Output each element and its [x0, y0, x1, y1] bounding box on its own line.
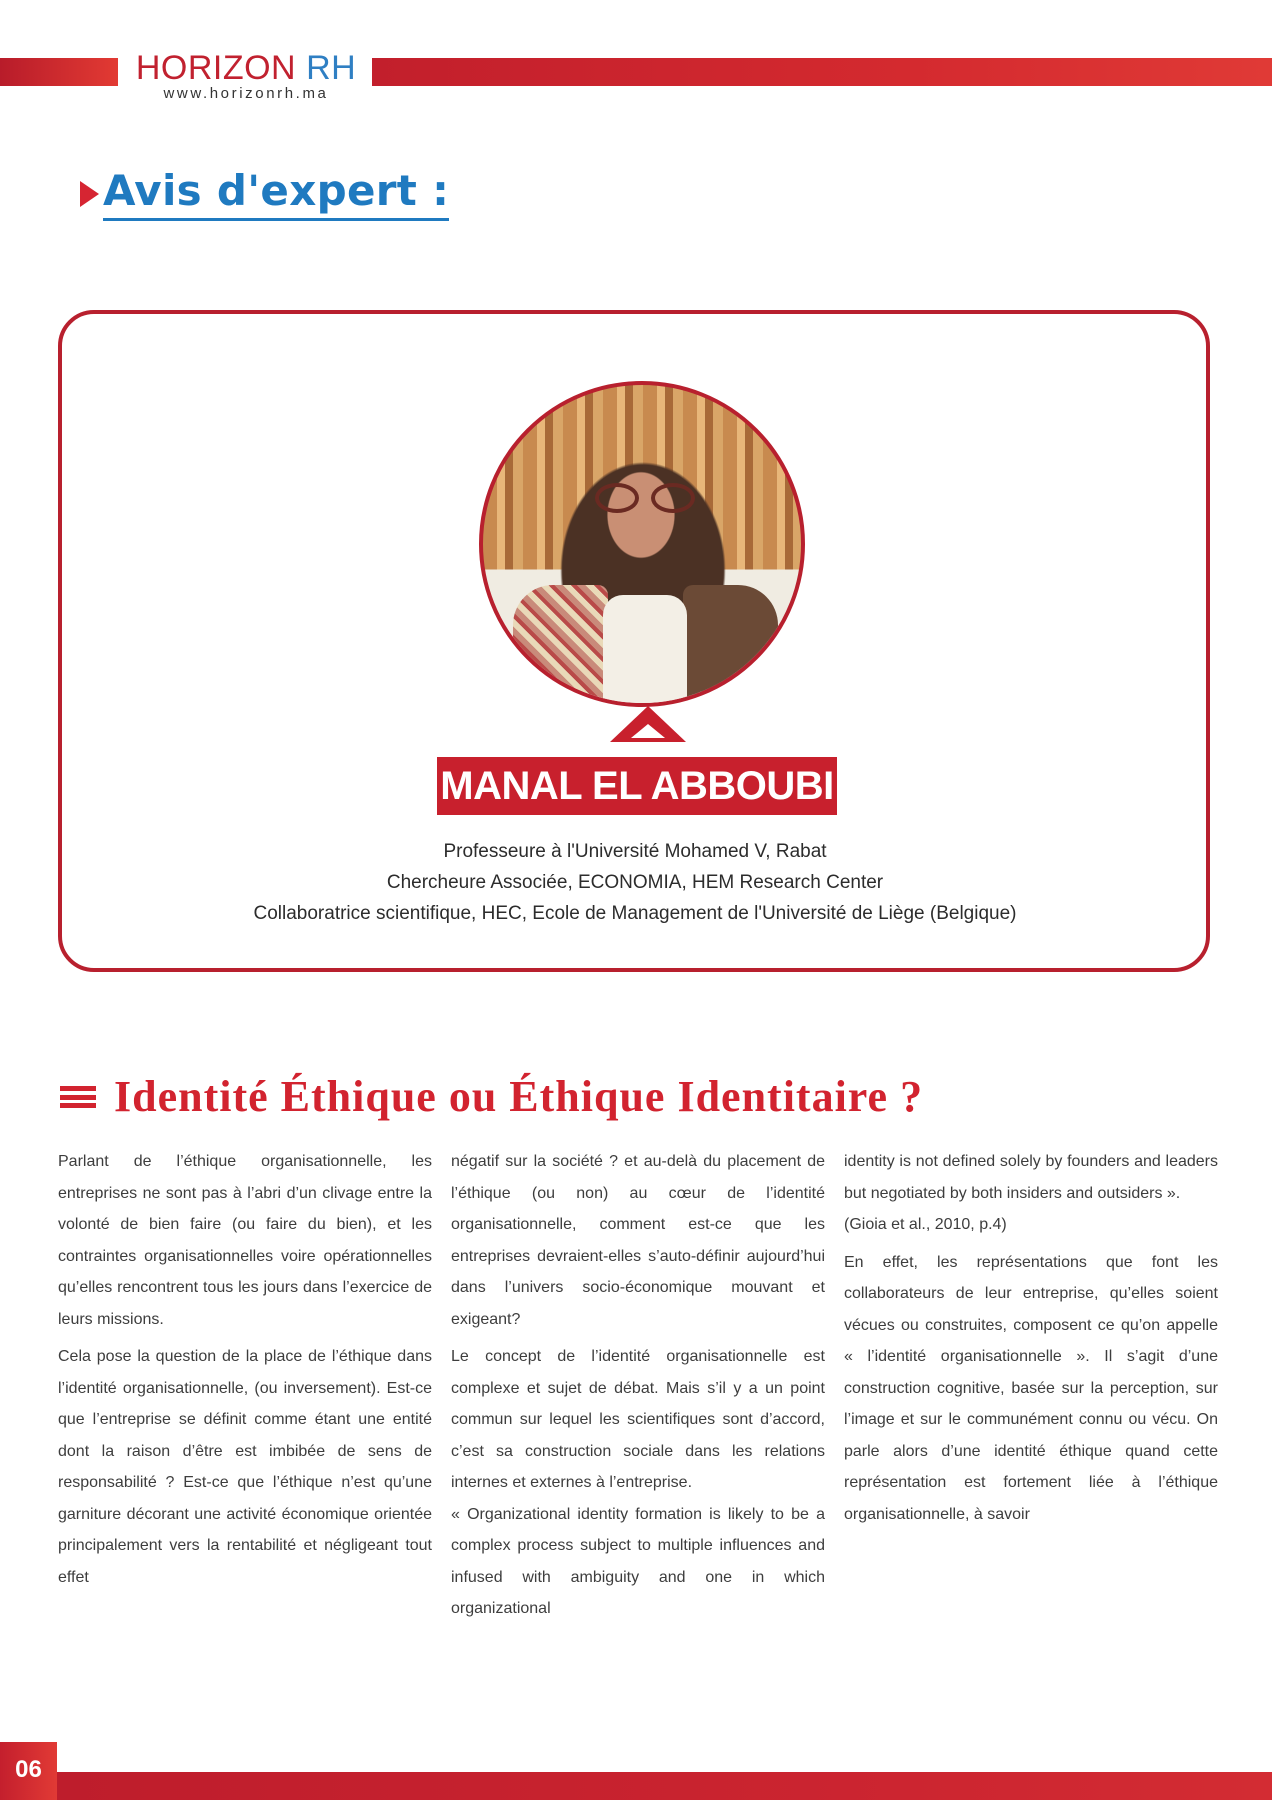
- logo-main-text: HORIZON: [135, 49, 297, 87]
- menu-lines-icon: [60, 1086, 96, 1108]
- portrait-shirt: [603, 595, 687, 707]
- section-title: Avis d'expert :: [103, 166, 449, 221]
- expert-portrait: [479, 381, 805, 707]
- article-column-1: [58, 1146, 432, 1706]
- portrait-jacket-left: [513, 585, 608, 707]
- citation: (Gioia et al., 2010, p.4): [844, 1216, 1007, 1233]
- article-column-3: [844, 1146, 1218, 1706]
- paragraph: Cela pose la question de la place de l’éthique dans l’identité organisationnelle, (ou inversement). Est-ce que l’entreprise se définit comme étant une entité dont la raison d’être est imbibée de sens de responsabilité ? Est-ce que l’éthique n’est qu’une garniture décorant une activité économique orientée principalement vers la rentabilité et négligeant tout effet: [58, 1348, 432, 1586]
- article-heading: [60, 1070, 1220, 1124]
- article-column-2: [451, 1146, 825, 1706]
- paragraph: En effet, les représentations que font les collaborateurs de leur entreprise, qu’elles soient vécues ou construites, composent ce qu’on appelle « l’identité organisationnelle ». Il s’agit d’une construction cognitive, basée sur la perception, sur l’image et sur le communément connu ou vécu. On parle alors d’une identité éthique quand cette représentation est fortement liée à l’éthique organisationnelle, à savoir: [844, 1253, 1218, 1523]
- portrait-jacket-right: [683, 585, 778, 707]
- logo-url: www.horizonrh.ma: [163, 85, 329, 102]
- bio-line: Professeure à l'Université Mohamed V, Rabat: [443, 841, 827, 862]
- expert-name: MANAL EL ABBOUBI: [437, 757, 837, 815]
- expert-bio: [60, 836, 1210, 929]
- header-bar-right: [372, 58, 1272, 86]
- horizon-rh-logo: [124, 50, 368, 102]
- article-body: [58, 1146, 1218, 1706]
- triangle-right-icon: [80, 181, 99, 207]
- quote-paragraph: identity is not defined solely by founders and leaders but negotiated by both insiders and outsiders ».: [844, 1153, 1218, 1202]
- logo-accent-text: RH: [306, 49, 357, 87]
- article-title: Identité Éthique ou Éthique Identitaire ?: [114, 1072, 924, 1121]
- paragraph: Le concept de l’identité organisationnelle est complexe et sujet de débat. Mais s’il y a un point commun sur lequel les scientifiques sont d’accord, c’est sa construction sociale dans les relations internes et externes à l’entreprise.: [451, 1348, 825, 1491]
- footer-bar: [57, 1772, 1272, 1800]
- section-heading: [80, 166, 449, 221]
- header-bar-left: [0, 58, 118, 86]
- logo-wordmark: [124, 50, 368, 86]
- paragraph: négatif sur la société ? et au-delà du placement de l’éthique (ou non) au cœur de l’identité organisationnelle, comment est-ce que les entreprises devraient-elles s’auto-définir aujourd’hui dans l’univers socio-économique mouvant et exigeant?: [451, 1153, 825, 1328]
- portrait-glasses: [591, 483, 701, 517]
- glasses-lens-left: [595, 483, 639, 513]
- paragraph: Parlant de l’éthique organisationnelle, les entreprises ne sont pas à l’abri d’un clivage entre la volonté de bien faire (ou faire du bien), et les contraintes organisationnelles voire opérationnelles qu’elles rencontrent tous les jours dans l’exercice de leurs missions.: [58, 1153, 432, 1328]
- name-plate-triangle-cutout: [631, 724, 665, 738]
- page-number: 06: [0, 1742, 57, 1800]
- bio-line: Chercheure Associée, ECONOMIA, HEM Research Center: [386, 872, 884, 893]
- glasses-lens-right: [651, 483, 695, 513]
- bio-line: Collaboratrice scientifique, HEC, Ecole de Management de l'Université de Liège (Belgique): [253, 903, 1017, 924]
- quote-paragraph: « Organizational identity formation is likely to be a complex process subject to multiple influences and infused with ambiguity and one in which organizational: [451, 1505, 825, 1617]
